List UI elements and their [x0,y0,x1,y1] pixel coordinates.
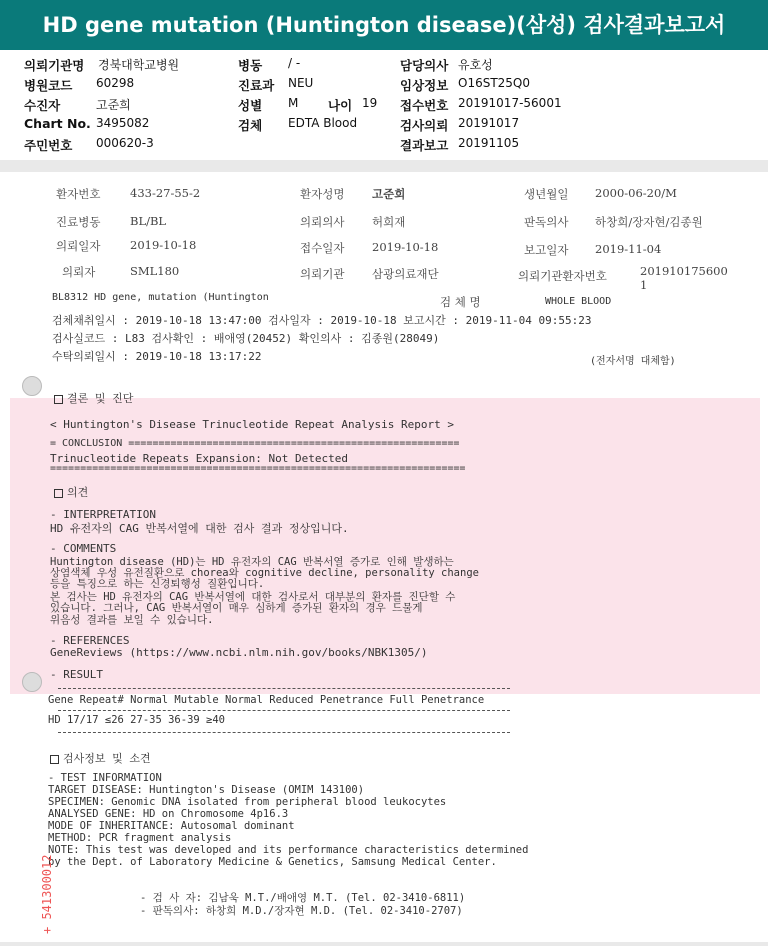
label-req-inst: 의뢰기관명 [24,58,85,73]
field-label: 의뢰일자 [56,239,101,253]
field-value: 고준희 [372,187,406,201]
field-value: 하창희/장자현/김종원 [595,215,703,229]
field-label: 환자성명 [300,187,345,201]
field-value: 2019-11-04 [595,242,662,256]
label-specimen: 검체 [238,118,263,133]
value-dept: / - [288,56,301,70]
section-label: 검사정보 및 소견 [63,752,151,765]
label-hosp-code: 병원코드 [24,78,73,93]
result-header: - RESULT [50,668,103,681]
specimen-label: 검 체 명 [440,295,481,309]
info-line: NOTE: This test was developed and its performance characteristics determined [48,844,529,856]
field-value: 2019-10-18 [130,238,197,252]
value-req-inst: 경북대학교병원 [98,58,180,72]
field-value: 2000-06-20/M [595,186,677,200]
label-dept: 병동 [238,58,263,73]
conclusion-value: Trinucleotide Repeats Expansion: Not Detected [50,452,349,465]
references-value: GeneReviews (https://www.ncbi.nlm.nih.gov/books/NBK1305/) [50,646,428,659]
field-value: BL/BL [130,214,167,228]
field-label: 접수일자 [300,241,345,255]
field-label: 환자번호 [56,187,101,201]
field-value: 삼광의료재단 [372,267,439,281]
receipt-line: 수탁의뢰일시 : 2019-10-18 13:17:22 [52,350,262,363]
collection-line: 검체채취일시 : 2019-10-18 13:47:00 검사일자 : 2019-10-18 보고시간 : 2019-11-04 09:55:23 [52,314,592,327]
field-label: 의뢰기관 [300,267,345,281]
interpretation-header: - INTERPRETATION [50,508,156,521]
table-rule [58,688,510,689]
reader-line: - 판독의사: 하창희 M.D./장자현 M.D. (Tel. 02-3410-2707) [140,905,463,917]
conclusion-rule: ===================================================================== [50,463,466,474]
label-recept: 접수번호 [400,98,449,113]
lab-code-line: 검사실코드 : L83 검사확인 : 배애영(20452) 확인의사 : 김종원(28049) [52,332,440,345]
comment-line: 등을 특징으로 하는 신경퇴행성 질환입니다. [50,578,265,590]
value-doctor: 유호성 [458,58,493,72]
table-rule [58,710,510,711]
checkbox-icon [54,489,63,498]
info-line: MODE OF INHERITANCE: Autosomal dominant [48,820,295,832]
comment-line: 본 검사는 HD 유전자의 CAG 반복서열에 대한 검사로서 대부분의 환자를 진단할 수 [50,591,456,603]
e-signature-note: (전자서명 대체함) [590,356,676,367]
report-header [0,50,768,160]
info-line: by the Dept. of Laboratory Medicine & Genetics, Samsung Medical Center. [48,856,497,868]
scanned-report [0,172,768,942]
comment-line: 상염색체 우성 유전질환으로 chorea와 cognitive decline, personality change [50,567,479,579]
info-line: SPECIMEN: Genomic DNA isolated from peripheral blood leukocytes [48,796,447,808]
punch-hole [22,376,42,396]
checkbox-icon [54,395,63,404]
label-patient: 수진자 [24,98,61,113]
field-value: 201910175600 [640,264,728,278]
info-line: METHOD: PCR fragment analysis [48,832,232,844]
comment-line: 위음성 결과를 보일 수 있습니다. [50,614,214,626]
interpretation-value: HD 유전자의 CAG 반복서열에 대한 검사 결과 정상입니다. [50,522,349,535]
table-rule [58,732,510,733]
field-label: 의뢰기관환자번호 [518,269,607,283]
field-label: 의뢰의사 [300,215,345,229]
conclusion-header: = CONCLUSION ======================================================= [50,438,460,449]
section-info-title [50,750,151,766]
field-value: SML180 [130,264,180,278]
label-clin-info: 임상정보 [400,78,449,93]
value-specimen: EDTA Blood [288,116,358,130]
field-label: 판독의사 [524,215,569,229]
test-code-line: BL8312 HD gene, mutation (Huntington [52,292,269,303]
section-label: 의견 [67,486,89,499]
punch-hole [22,672,42,692]
info-line: TARGET DISEASE: Huntington's Disease (OMIM 143100) [48,784,365,796]
label-sex: 성별 [238,98,263,113]
label-age: 나이 [328,98,353,113]
label-doctor: 담당의사 [400,58,449,73]
specimen-value: WHOLE BLOOD [545,296,612,307]
field-value: 433-27-55-2 [130,186,201,200]
info-line: ANALYSED GENE: HD on Chromosome 4p16.3 [48,808,289,820]
value-resident-no: 000620-3 [96,136,154,150]
value-clinic: NEU [288,76,314,90]
result-columns: Gene Repeat# Normal Mutable Normal Reduced Penetrance Full Penetrance [48,694,485,706]
bottom-edge [0,942,768,946]
section-label: 결론 및 진단 [67,392,134,405]
references-header: - REFERENCES [50,634,130,647]
info-line: - TEST INFORMATION [48,772,162,784]
field-label: 의뢰자 [62,265,96,279]
field-value: 허희재 [372,215,406,229]
comment-line: 있습니다. 그러나, CAG 반복서열이 매우 심하게 증가된 환자의 경우 드물게 [50,602,423,614]
field-label: 진료병동 [56,215,101,229]
section-opinion-title [54,484,88,500]
separator [0,160,768,172]
value-sex: M [288,96,299,110]
section-conclusion-title [54,390,133,406]
value-chart-no: 3495082 [96,116,150,130]
label-chart-no: Chart No. [24,116,91,131]
label-clinic: 진료과 [238,78,275,93]
report-title: HD gene mutation (Huntington disease)(삼성) 검사결과보고서 [0,0,768,50]
examiner-line: - 검 사 자: 김남욱 M.T./배애영 M.T. (Tel. 02-3410-6811) [140,892,466,904]
value-hosp-code: 60298 [96,76,135,90]
value-req-date: 20191017 [458,116,520,130]
label-resident-no: 주민번호 [24,138,73,153]
comment-line: Huntington disease (HD)는 HD 유전자의 CAG 반복서열 증가로 인해 발생하는 [50,556,454,568]
field-label: 생년월일 [524,187,569,201]
value-patient: 고준희 [96,98,131,112]
field-value: 1 [640,278,648,292]
label-report-date: 결과보고 [400,138,449,153]
value-report-date: 20191105 [458,136,520,150]
result-row: HD 17/17 ≤26 27-35 36-39 ≥40 [48,714,226,726]
value-clin-info: O16ST25Q0 [458,76,531,90]
checkbox-icon [50,755,59,764]
value-age: 19 [362,96,378,110]
barcode-number: + 541300012 [40,854,54,934]
comments-header: - COMMENTS [50,542,117,555]
value-recept: 20191017-56001 [458,96,562,110]
field-label: 보고일자 [524,243,569,257]
label-req-date: 검사의뢰 [400,118,449,133]
analysis-title: < Huntington's Disease Trinucleotide Repeat Analysis Report > [50,418,454,431]
field-value: 2019-10-18 [372,240,439,254]
